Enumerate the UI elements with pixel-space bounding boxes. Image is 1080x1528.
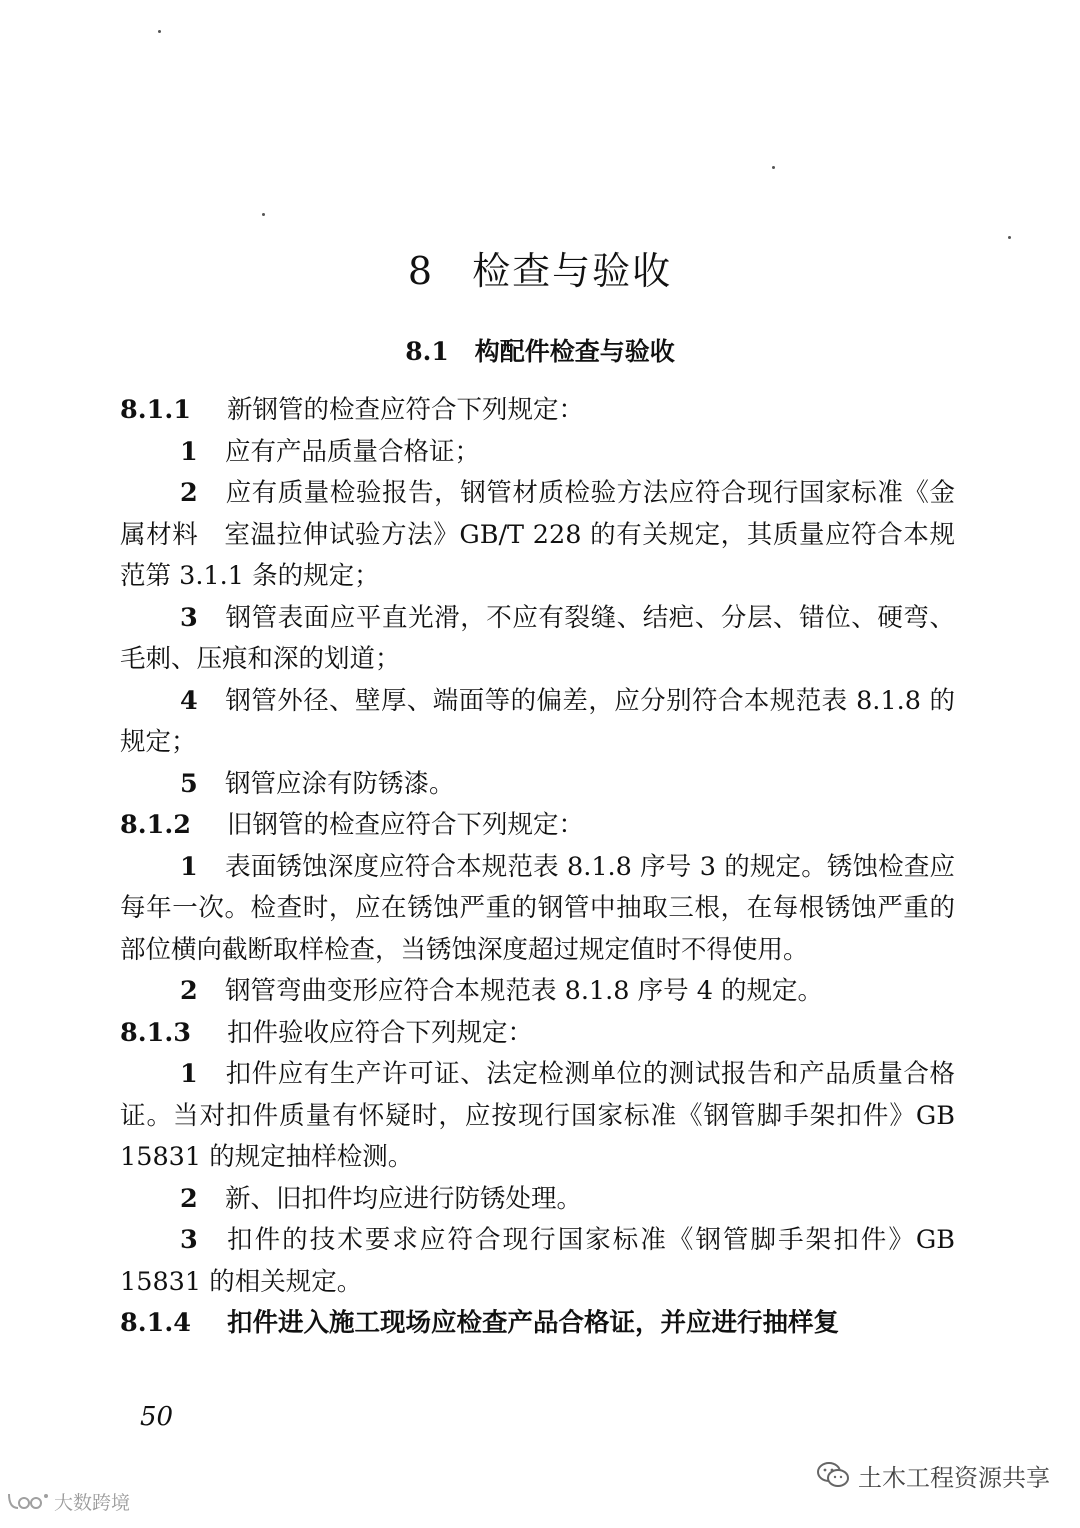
item-text: 新、旧扣件均应进行防锈处理。 (225, 1183, 583, 1214)
clause-number: 8.1.1 (120, 395, 191, 425)
item-number: 2 (180, 1183, 198, 1214)
item-text: 表面锈蚀深度应符合本规范表 8.1.8 序号 3 的规定。锈蚀检查应每年一次。检查时，应在锈蚀严重的钢管中抽取三根，在每根锈蚀严重的部位横向截断取样检查，当锈蚀深度超过规定值时不得使用。 (120, 851, 955, 965)
item-number: 5 (180, 768, 198, 799)
watermark-left (6, 1488, 130, 1514)
clause-heading (120, 1303, 955, 1345)
scan-speck (772, 166, 775, 169)
scan-speck (158, 30, 161, 33)
list-item (120, 432, 955, 474)
list-item (120, 1054, 955, 1179)
watermark-right-text: 土木工程资源共享 (858, 1463, 1050, 1492)
list-item (120, 598, 955, 681)
item-text: 钢管应涂有防锈漆。 (225, 768, 455, 799)
item-text: 钢管弯曲变形应符合本规范表 8.1.8 序号 4 的规定。 (225, 976, 824, 1006)
chapter-title-text: 检查与验收 (472, 249, 673, 293)
item-number: 1 (180, 851, 198, 882)
watermark-left-text: 大数跨境 (54, 1491, 131, 1514)
section-title-text: 构配件检查与验收 (474, 337, 675, 366)
item-text: 应有质量检验报告，钢管材质检验方法应符合现行国家标准《金属材料 室温拉伸试验方法》GB/T 228 的有关规定，其质量应符合本规范第 3.1.1 条的规定； (120, 478, 955, 591)
section-number: 8.1 (405, 337, 449, 366)
clause-number: 8.1.3 (120, 1017, 191, 1048)
document-body (120, 390, 955, 1345)
clause-heading (120, 1013, 955, 1055)
list-item (120, 764, 955, 806)
chapter-title (0, 240, 1080, 295)
clause-heading (120, 805, 955, 847)
item-number: 1 (180, 436, 198, 467)
scan-speck (262, 213, 265, 216)
item-text: 扣件应有生产许可证、法定检测单位的测试报告和产品质量合格证。当对扣件质量有怀疑时，应按现行国家标准《钢管脚手架扣件》GB 15831 的规定抽样检测。 (120, 1059, 955, 1172)
list-item (120, 681, 955, 764)
clause-text: 扣件进入施工现场应检查产品合格证，并应进行抽样复 (227, 1308, 840, 1338)
clause-number: 8.1.4 (120, 1308, 191, 1338)
item-number: 2 (180, 976, 198, 1006)
clause-text: 新钢管的检查应符合下列规定： (227, 395, 585, 425)
watermark-right (816, 1455, 1050, 1495)
list-item (120, 847, 955, 972)
section-title (0, 332, 1080, 368)
clause-number: 8.1.2 (120, 810, 191, 840)
scan-speck (1008, 236, 1011, 239)
page-number: 50 (140, 1402, 174, 1432)
item-number: 3 (180, 602, 198, 633)
item-text: 应有产品质量合格证； (225, 436, 481, 467)
item-number: 4 (180, 685, 198, 716)
clause-text: 旧钢管的检查应符合下列规定： (227, 810, 585, 840)
item-number: 1 (180, 1059, 198, 1089)
list-item (120, 473, 955, 598)
item-number: 2 (180, 478, 198, 508)
list-item (120, 1179, 955, 1221)
list-item (120, 971, 955, 1013)
watermark-logo-icon (6, 1490, 50, 1512)
item-number: 3 (180, 1225, 198, 1255)
wechat-icon (816, 1460, 850, 1490)
clause-text: 扣件验收应符合下列规定： (227, 1017, 534, 1048)
clause-heading (120, 390, 955, 432)
list-item (120, 1220, 955, 1303)
item-text: 钢管表面应平直光滑，不应有裂缝、结疤、分层、错位、硬弯、毛刺、压痕和深的划道； (120, 602, 955, 674)
item-text: 扣件的技术要求应符合现行国家标准《钢管脚手架扣件》GB 15831 的相关规定。 (120, 1225, 955, 1297)
item-text: 钢管外径、壁厚、端面等的偏差，应分别符合本规范表 8.1.8 的规定； (120, 685, 955, 757)
chapter-number: 8 (407, 249, 435, 293)
